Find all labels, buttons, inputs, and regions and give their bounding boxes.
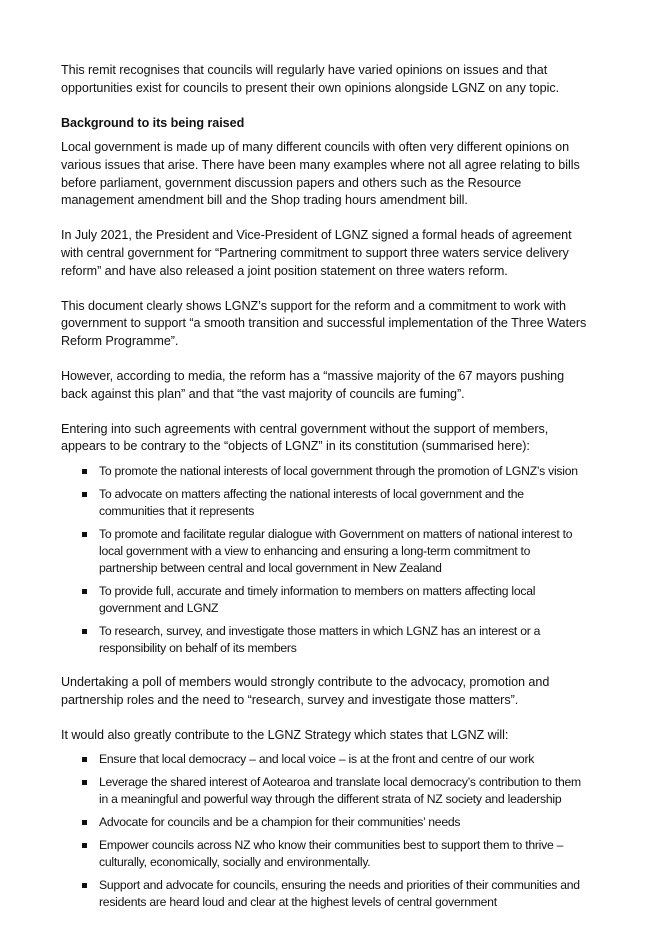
list-item bbox=[61, 623, 591, 657]
list-item bbox=[61, 526, 591, 577]
paragraph-objects-intro: Entering into such agreements with central government without the support of members, appears to be contrary to the “objects of LGNZ” in its constitution (summarised here): bbox=[61, 421, 549, 454]
list-item-text: To research, survey, and investigate those matters in which LGNZ has an interest or a responsibility on behalf of its members bbox=[99, 624, 541, 656]
square-bullet-icon bbox=[82, 757, 87, 762]
list-item bbox=[61, 877, 591, 911]
objects-list bbox=[61, 463, 591, 657]
list-item bbox=[61, 837, 591, 871]
list-item-text: Empower councils across NZ who know their communities best to support them to thrive – culturally, economically, socially and environmentally. bbox=[99, 838, 564, 870]
document-page bbox=[61, 62, 591, 928]
list-item bbox=[61, 583, 591, 617]
square-bullet-icon bbox=[82, 492, 87, 497]
list-item-text: Support and advocate for councils, ensuring the needs and priorities of their communities and residents are heard loud and clear at the highest levels of central government bbox=[99, 878, 580, 910]
list-item-text: Leverage the shared interest of Aotearoa and translate local democracy’s contribution to them in a meaningful and powerful way through the different strata of NZ society and leadership bbox=[99, 775, 581, 807]
list-item-text: Advocate for councils and be a champion for their communities’ needs bbox=[99, 815, 461, 830]
list-item-text: Ensure that local democracy – and local voice – is at the front and centre of our work bbox=[99, 752, 535, 767]
section-heading: Background to its being raised bbox=[61, 115, 245, 130]
paragraph-strategy-intro: It would also greatly contribute to the LGNZ Strategy which states that LGNZ will: bbox=[61, 727, 509, 742]
list-item-text: To promote the national interests of local government through the promotion of LGNZ’s vision bbox=[99, 464, 578, 479]
strategy-list bbox=[61, 751, 591, 911]
paragraph-local-government: Local government is made up of many different councils with often very different opinions on various issues that arise. There have been many examples where not all agree relating to bills before parliament, government discussion papers and others such as the Resource management amendment bill and the Shop trading hours amendment bill. bbox=[61, 140, 580, 208]
list-item-text: To provide full, accurate and timely information to members on matters affecting local government and LGNZ bbox=[99, 584, 536, 616]
square-bullet-icon bbox=[82, 629, 87, 634]
paragraph-media: However, according to media, the reform has a “massive majority of the 67 mayors pushing back against this plan” and that “the vast majority of councils are fuming”. bbox=[61, 369, 565, 401]
list-item-text: To promote and facilitate regular dialogue with Government on matters of national interest to local government with a view to enhancing and ensuring a long-term commitment to partnership between central and local government in New Zealand bbox=[99, 527, 573, 576]
paragraph-poll: Undertaking a poll of members would strongly contribute to the advocacy, promotion and partnership roles and the need to “research, survey and investigate those matters”. bbox=[61, 675, 550, 707]
square-bullet-icon bbox=[82, 589, 87, 594]
square-bullet-icon bbox=[82, 780, 87, 785]
square-bullet-icon bbox=[82, 820, 87, 825]
list-item bbox=[61, 486, 591, 520]
list-item bbox=[61, 774, 591, 808]
square-bullet-icon bbox=[82, 469, 87, 474]
square-bullet-icon bbox=[82, 532, 87, 537]
list-item bbox=[61, 814, 591, 831]
square-bullet-icon bbox=[82, 843, 87, 848]
list-item bbox=[61, 751, 591, 768]
list-item bbox=[61, 463, 591, 480]
intro-paragraph: This remit recognises that councils will regularly have varied opinions on issues and that opportunities exist for councils to present their own opinions alongside LGNZ on any topic. bbox=[61, 63, 560, 95]
paragraph-lgnz-support: This document clearly shows LGNZ’s support for the reform and a commitment to work with government to support “a smooth transition and successful implementation of the Three Waters Reform Programme”. bbox=[61, 298, 587, 348]
list-item-text: To advocate on matters affecting the national interests of local government and the communities that it represents bbox=[99, 487, 524, 519]
square-bullet-icon bbox=[82, 883, 87, 888]
paragraph-heads-of-agreement: In July 2021, the President and Vice-President of LGNZ signed a formal heads of agreement with central government for “Partnering commitment to support three waters service delivery reform” and have also released a joint position statement on three waters reform. bbox=[61, 228, 572, 278]
